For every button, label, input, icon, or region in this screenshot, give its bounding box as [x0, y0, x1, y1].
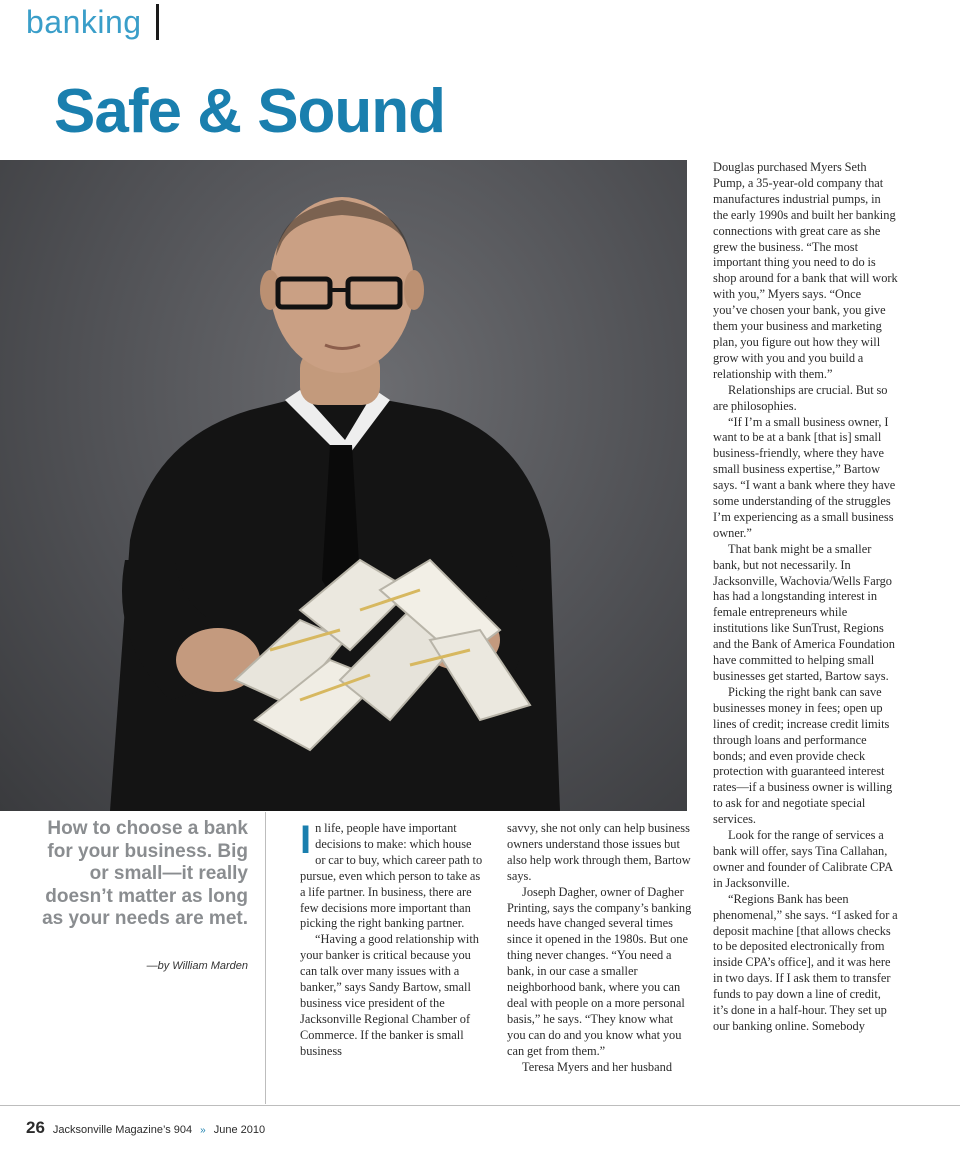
issue-date: June 2010 — [213, 1124, 266, 1136]
body-paragraph: Picking the right bank can save businesses money in fees; open up lines of credit; increase credit limits through loans and performance bonds; and even provide check protection with guaranteed interest rates—if a business owner is willing to ask for and negotiate special services. — [713, 684, 893, 827]
article-deck: How to choose a bank for your business. Big or small—it really doesn’t matter as long as your needs are met. — [42, 818, 248, 929]
page-number: 26 — [26, 1118, 45, 1137]
body-paragraph: “If I’m a small business owner, I want to be at a bank [that is] small business-friendly, where they have small business expertise,” Bartow says. “I want a bank where they have some understanding of the struggles I’m experiencing as a small business owner.” — [713, 414, 896, 540]
drop-cap: I — [300, 818, 312, 862]
byline: —by William Marden — [146, 960, 248, 972]
body-column-1 — [300, 818, 484, 1060]
photo-illustration — [0, 160, 687, 811]
page-footer — [26, 1118, 265, 1138]
publication-name: Jacksonville Magazine’s 904 — [52, 1124, 193, 1136]
man-holding-cash-photo — [0, 160, 687, 811]
footer-divider — [0, 1105, 960, 1106]
body-paragraph — [300, 818, 484, 932]
body-paragraph: Relationships are crucial. But so are philosophies. — [713, 382, 888, 413]
body-paragraph: That bank might be a smaller bank, but not necessarily. In Jacksonville, Wachovia/Wells Fargo has had a longstanding interest in female entrepreneurs while institutions like SunTrust, Regions and the Bank of America Foundation have committed to helping small businesses get started, Bartow says. — [713, 541, 895, 683]
body-column-2 — [507, 821, 692, 1076]
body-paragraph: Joseph Dagher, owner of Dagher Printing, says the company’s banking needs have changed several times since it opened in the 1980s. But one thing never changes. “You need a bank, in our case a smaller neighborhood bank, where you can deal with people on a more personal basis,” he says. “They know what you can do and you know what you can get from them.” — [507, 884, 692, 1058]
paragraph-text: n life, people have important decisions to make: which house or car to buy, which career path to pursue, even which person to take as a life partner. In business, there are few decisions more important than picking the right banking partner. — [300, 821, 483, 931]
chevron-separator-icon: » — [200, 1125, 206, 1136]
body-paragraph: “Regions Bank has been phenomenal,” she says. “I asked for a deposit machine [that allows checks to be deposited electronically from inside CPA’s office], and it was here in two days. If I ask them to transfer funds to pay down a line of credit, it’s done in a half-hour. They set up our banking online. Somebody — [713, 891, 898, 1033]
section-label: banking — [26, 4, 142, 40]
right-ear — [404, 270, 424, 310]
body-column-3 — [713, 160, 898, 1035]
body-paragraph: Douglas purchased Myers Seth Pump, a 35-year-old company that manufactures industrial pumps, in the early 1990s and built her banking connections with great care as she grew the business. “The most important thing you need to do is shop around for a bank that will work with you,” Myers says. “Once you’ve chosen your bank, you give them your business and marketing plan, you figure out how they will grow with you and you build a relationship with them.” — [713, 160, 898, 381]
body-paragraph: Teresa Myers and her husband — [522, 1059, 673, 1074]
body-paragraph: “Having a good relationship with your banker is critical because you can talk over many issues with a banker,” says Sandy Bartow, small business vice president of the Jacksonville Regional Chamber of Commerce. If the banker is small business — [300, 932, 479, 1058]
body-paragraph: Look for the range of services a bank will offer, says Tina Callahan, owner and founder of Calibrate CPA in Jacksonville. — [713, 828, 893, 890]
section-divider — [156, 4, 159, 40]
article-headline: Safe & Sound — [54, 77, 446, 146]
body-paragraph: savvy, she not only can help business owners understand those issues but also help work through them, Bartow says. — [507, 821, 691, 883]
column-divider — [265, 812, 266, 1104]
